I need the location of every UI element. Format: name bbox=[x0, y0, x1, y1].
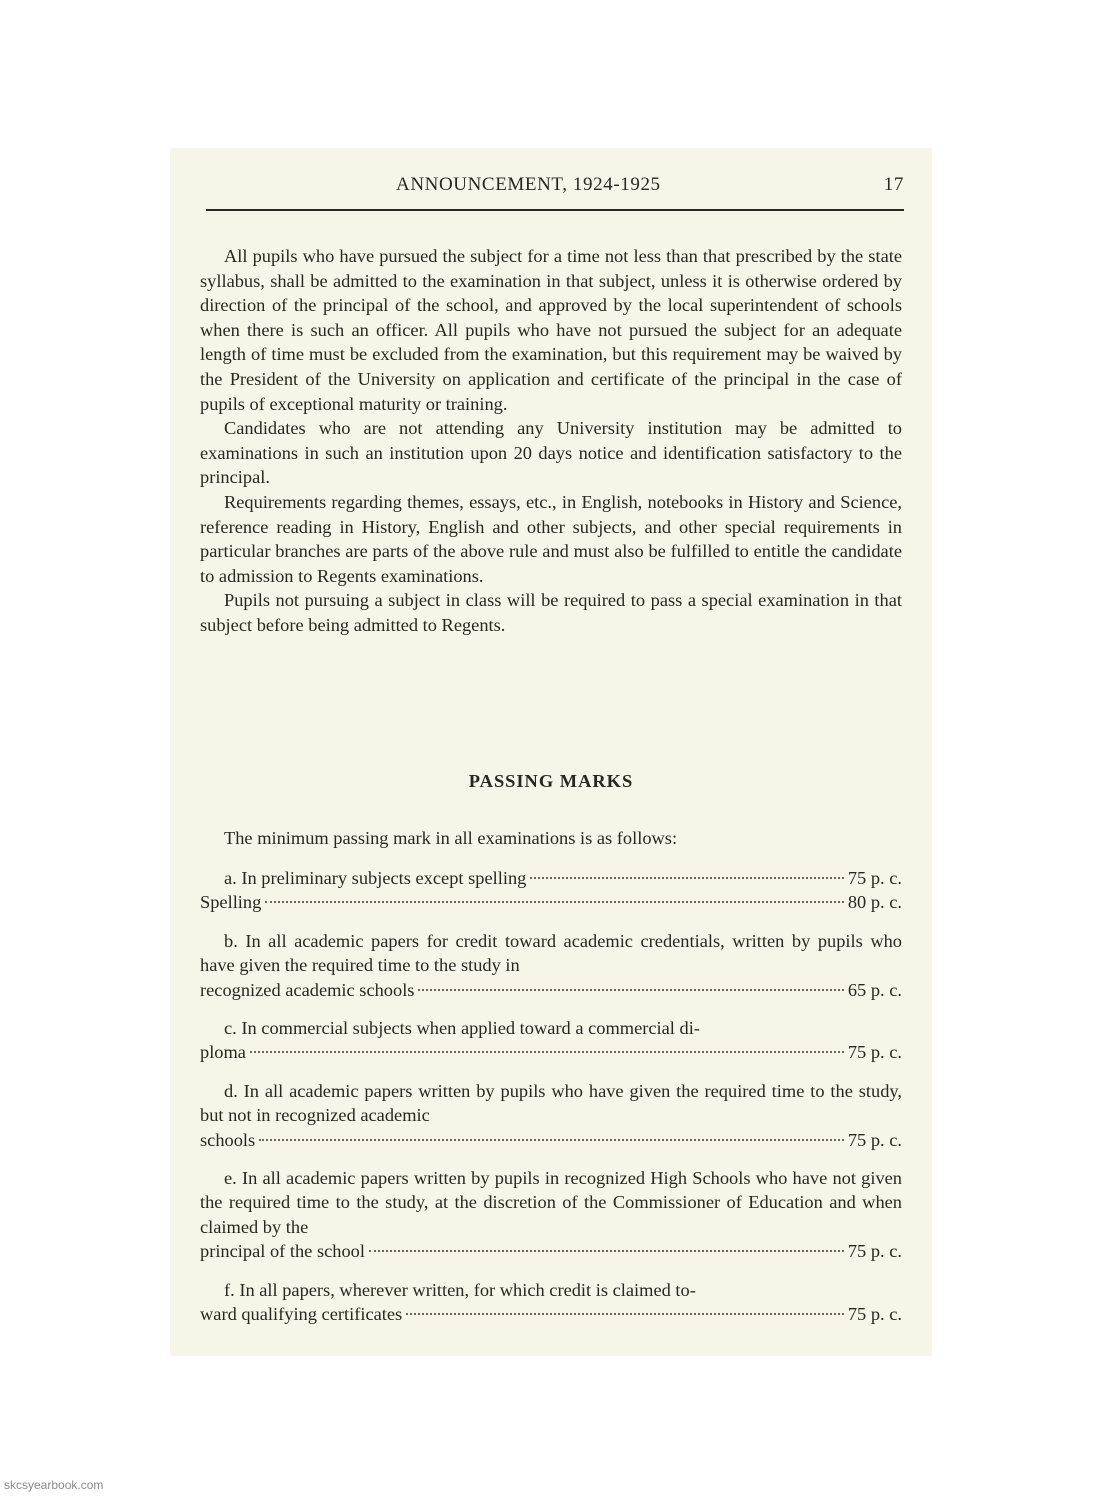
mark-e-last: principal of the school bbox=[200, 1241, 365, 1262]
mark-item-e bbox=[200, 1166, 902, 1264]
mark-b-last: recognized academic schools bbox=[200, 979, 415, 1000]
mark-item-f bbox=[200, 1278, 902, 1327]
site-watermark: skcsyearbook.com bbox=[4, 1478, 104, 1492]
mark-item-c bbox=[200, 1016, 902, 1065]
passing-marks-list bbox=[200, 866, 902, 1341]
dot-leader bbox=[530, 877, 844, 879]
dot-leader bbox=[406, 1313, 844, 1315]
mark-f-last: ward qualifying certificates bbox=[200, 1304, 403, 1325]
mark-item-a bbox=[200, 866, 902, 915]
mark-f-value: 75 p. c. bbox=[847, 1304, 902, 1325]
dot-leader bbox=[259, 1139, 844, 1141]
dot-leader bbox=[369, 1250, 844, 1252]
passing-marks-intro: The minimum passing mark in all examinations is as follows: bbox=[224, 828, 678, 848]
mark-d-value: 75 p. c. bbox=[847, 1129, 902, 1150]
paragraph-candidates: Candidates who are not attending any University institution may be admitted to examinations in such an institution upon 20 days notice and identification satisfactory to the principal. bbox=[200, 418, 902, 488]
mark-a-value: 75 p. c. bbox=[847, 868, 902, 888]
page-number: 17 bbox=[883, 174, 904, 195]
dot-leader bbox=[418, 989, 843, 991]
mark-d-text: d. In all academic papers written by pupils who have given the required time to the study, but not in recognized academic bbox=[200, 1080, 902, 1126]
spelling-value: 80 p. c. bbox=[847, 892, 902, 913]
mark-c-text: c. In commercial subjects when applied toward a commercial di- bbox=[224, 1018, 700, 1039]
dot-leader bbox=[265, 901, 844, 903]
paragraph-special-exam: Pupils not pursuing a subject in class will be required to pass a special examination in that subject before being admitted to Regents. bbox=[200, 590, 902, 635]
mark-b-value: 65 p. c. bbox=[847, 979, 902, 1000]
mark-item-d bbox=[200, 1079, 902, 1152]
mark-f-text: f. In all papers, wherever written, for which credit is claimed to- bbox=[224, 1279, 696, 1300]
mark-e-value: 75 p. c. bbox=[847, 1241, 902, 1262]
running-header bbox=[206, 172, 904, 202]
mark-a-label: a. In preliminary subjects except spelling bbox=[224, 868, 527, 888]
mark-item-b bbox=[200, 929, 902, 1002]
paragraph-requirements: Requirements regarding themes, essays, etc., in English, notebooks in History and Science, reference reading in History, English and other subjects, and other special requirements in particular branches are parts of the above rule and must also be fulfilled to entitle the candidate to admission to Regents examinations. bbox=[200, 491, 902, 586]
header-rule bbox=[206, 209, 904, 211]
spelling-label: Spelling bbox=[200, 892, 262, 913]
mark-e-text: e. In all academic papers written by pupils in recognized High Schools who have not given the required time to the study, at the discretion of the Commissioner of Education and when claimed by the bbox=[200, 1168, 902, 1237]
header-title: ANNOUNCEMENT, 1924-1925 bbox=[396, 174, 661, 195]
mark-b-text: b. In all academic papers for credit toward academic credentials, written by pupils who have given the required time to the study in bbox=[200, 930, 902, 976]
mark-c-last: ploma bbox=[200, 1042, 246, 1063]
body-text bbox=[200, 244, 902, 638]
paragraph-admission: All pupils who have pursued the subject for a time not less than that prescribed by the state syllabus, shall be admitted to the examination in that subject, unless it is otherwise ordered by direction of the principal of the school, and approved by the local superintendent of schools when there is such an officer. All pupils who have not pursued the subject for an adequate length of time must be excluded from the examination, but this requirement may be waived by the President of the University on application and certificate of the principal in the case of pupils of exceptional maturity or training. bbox=[200, 246, 902, 414]
section-title: PASSING MARKS bbox=[468, 771, 634, 791]
mark-c-value: 75 p. c. bbox=[847, 1042, 902, 1063]
dot-leader bbox=[250, 1051, 844, 1053]
mark-d-last: schools bbox=[200, 1129, 256, 1150]
